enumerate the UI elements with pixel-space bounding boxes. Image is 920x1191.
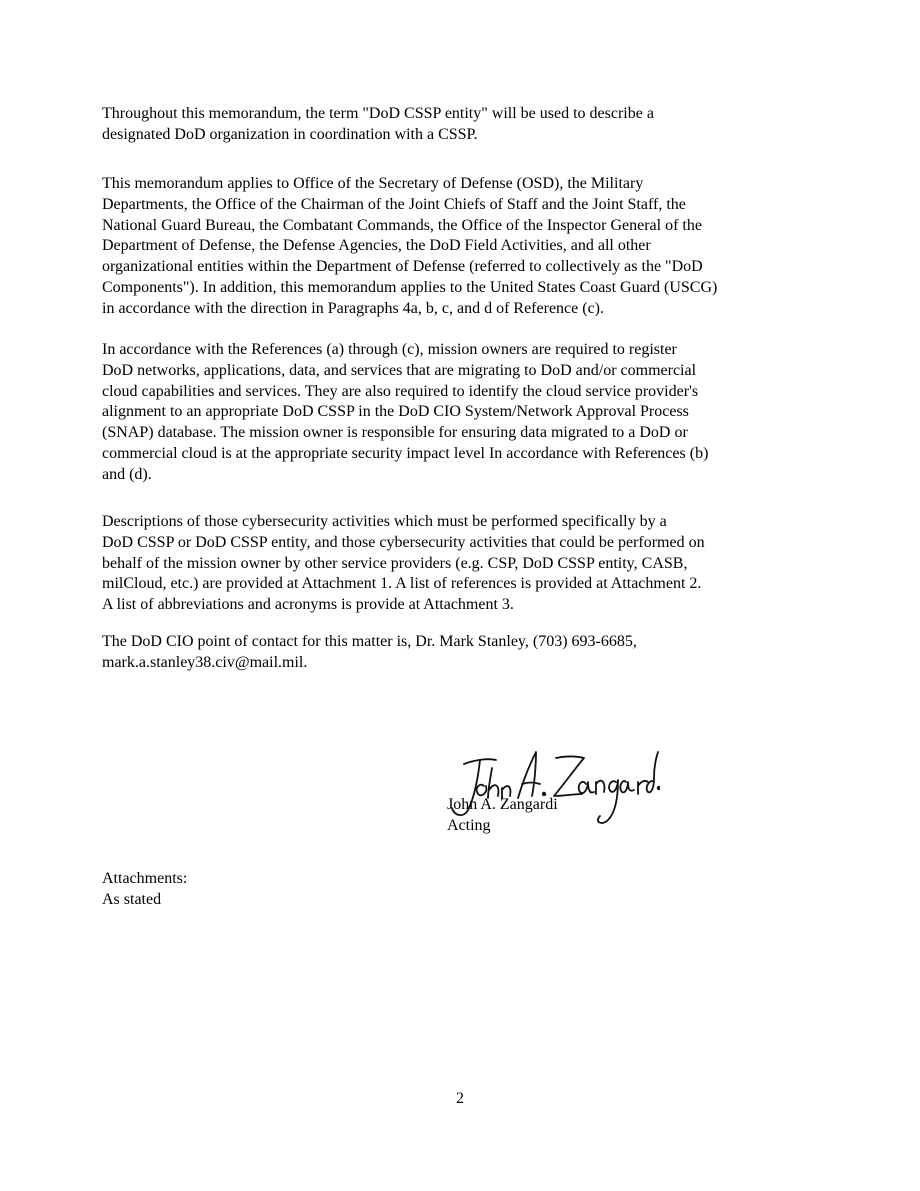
attachments-label: Attachments:	[102, 870, 188, 887]
paragraph-applicability: This memorandum applies to Office of the Secretary of Defense (OSD), the Military Departments, the Office of the Chairman of the Joint Chiefs of Staff and the Joint Staff, the National Guard Bureau, the Combatant Commands, the Office of the Inspector General of the Department of Defense, the Defense Agencies, the DoD Field Activities, and all other organizational entities within the Department of Defense (referred to collectively as the "DoD Components"). In addition, this memorandum applies to the United States Coast Guard (USCG) in accordance with the direction in Paragraphs 4a, b, c, and d of Reference (c).	[102, 175, 718, 317]
page-number: 2	[456, 1090, 464, 1107]
paragraph-attachments-description: Descriptions of those cybersecurity activities which must be performed specifically by a DoD CSSP or DoD CSSP entity, and those cybersecurity activities that could be performed on behalf of the mission owner by other service providers (e.g. CSP, DoD CSSP entity, CASB, milCloud, etc.) are provided at Attachment 1. A list of references is provided at Attachment 2. A list of abbreviations and acronyms is provide at Attachment 3.	[102, 513, 705, 614]
paragraph-point-of-contact: The DoD CIO point of contact for this matter is, Dr. Mark Stanley, (703) 693-6685, mark.a.stanley38.civ@mail.mil.	[102, 633, 637, 671]
signer-name: John A. Zangardi	[447, 796, 558, 813]
attachments-value: As stated	[102, 891, 162, 908]
signer-title: Acting	[447, 817, 491, 834]
paragraph-mission-owner-requirements: In accordance with the References (a) through (c), mission owners are required to register DoD networks, applications, data, and services that are migrating to DoD and/or commercial cloud capabilities and services. They are also required to identify the cloud service provider's alignment to an appropriate DoD CSSP in the DoD CIO System/Network Approval Process (SNAP) database. The mission owner is responsible for ensuring data migrated to a DoD or commercial cloud is at the appropriate security impact level In accordance with References (b) and (d).	[102, 341, 709, 483]
paragraph-cssp-entity-definition: Throughout this memorandum, the term "DoD CSSP entity" will be used to describe a designated DoD organization in coordination with a CSSP.	[102, 105, 654, 143]
